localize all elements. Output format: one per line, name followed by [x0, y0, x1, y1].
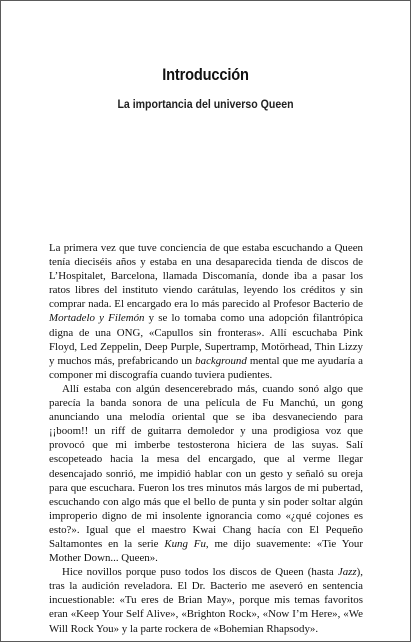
chapter-subtitle: La importancia del universo Queen: [117, 97, 294, 111]
text-run: Allí estaba con algún desencerebrado más, cuando sonó algo que parecía la banda sonora de una película de Fu Manchú, un gong anunciando una melodía oriental que se iba desvaneciendo para ¡¡boom!! un riff de guitarra demoledor y una prodigiosa voz que provocó que mi imberbe testosterona hiciera de las suyas. Salí escopeteado hacia la mesa del encargado, que al verme llegar desencajado sonrió, me impidió hablar con un gesto y señaló su oreja para que escuchara. Fueron los tres minutos más largos de mi pubertad, escuchando con algo más que el bello de punta y sin poder soltar algún improperio digno de mi insolente ignorancia como «¿qué cojones es esto?». Igual que el maestro Kwai Chang hacía con El Pequeño Saltamontes en la serie: [49, 382, 363, 550]
chapter-title: Introducción: [162, 65, 249, 84]
italic-word-background: background: [195, 354, 247, 367]
text-run: y se lo tomaba como una adopción filantrópica digna de una ONG, «Capullos sin fronteras». Allí escuchaba Pink Floyd, Led Zeppelin, Deep Purple, Supertramp, Motörhead, Thin Lizzy y muchos más, prefabricando un: [49, 312, 363, 367]
text-run: ), tras la audición reveladora. El Dr. Bacterio me aseveró en sentencia incuestionable: «Tu eres de Brian May», porque mis temas favoritos eran «Keep Your Self Alive», «Brighton Rock», «Now I’m Here», «We Will Rock You» y la parte rockera de «Bohemian Rhapsody».: [49, 566, 363, 635]
text-run: La primera vez que tuve conciencia de que estaba escuchando a Queen tenía dieciséis años y estaba en una desaparecida tienda de discos de L’Hospitalet, Barcelona, llamada Discomanía, donde iba a pasar los ratos libres del instituto viendo carátulas, leyendo los créditos y sin comprar nada. El encargado era lo más parecido al Profesor Bacterio de: [49, 242, 363, 311]
italic-title-kung-fu: Kung Fu: [164, 537, 206, 550]
paragraph-1: [49, 241, 363, 382]
text-run: mental que me ayudaría a componer mi discografía cuando tuviera pudientes.: [49, 354, 364, 381]
italic-title-mortadelo: Mortadelo y Filemón: [49, 312, 145, 325]
italic-album-jazz: Jazz: [337, 566, 357, 579]
paragraph-2: [49, 382, 363, 565]
paragraph-3: [49, 565, 363, 635]
text-run: , me dijo suavemente: «Tie Your Mother Down... Queen».: [49, 537, 363, 565]
text-run: Hice novillos porque puso todos los discos de Queen (hasta: [62, 566, 338, 579]
chapter-body: [49, 241, 363, 636]
